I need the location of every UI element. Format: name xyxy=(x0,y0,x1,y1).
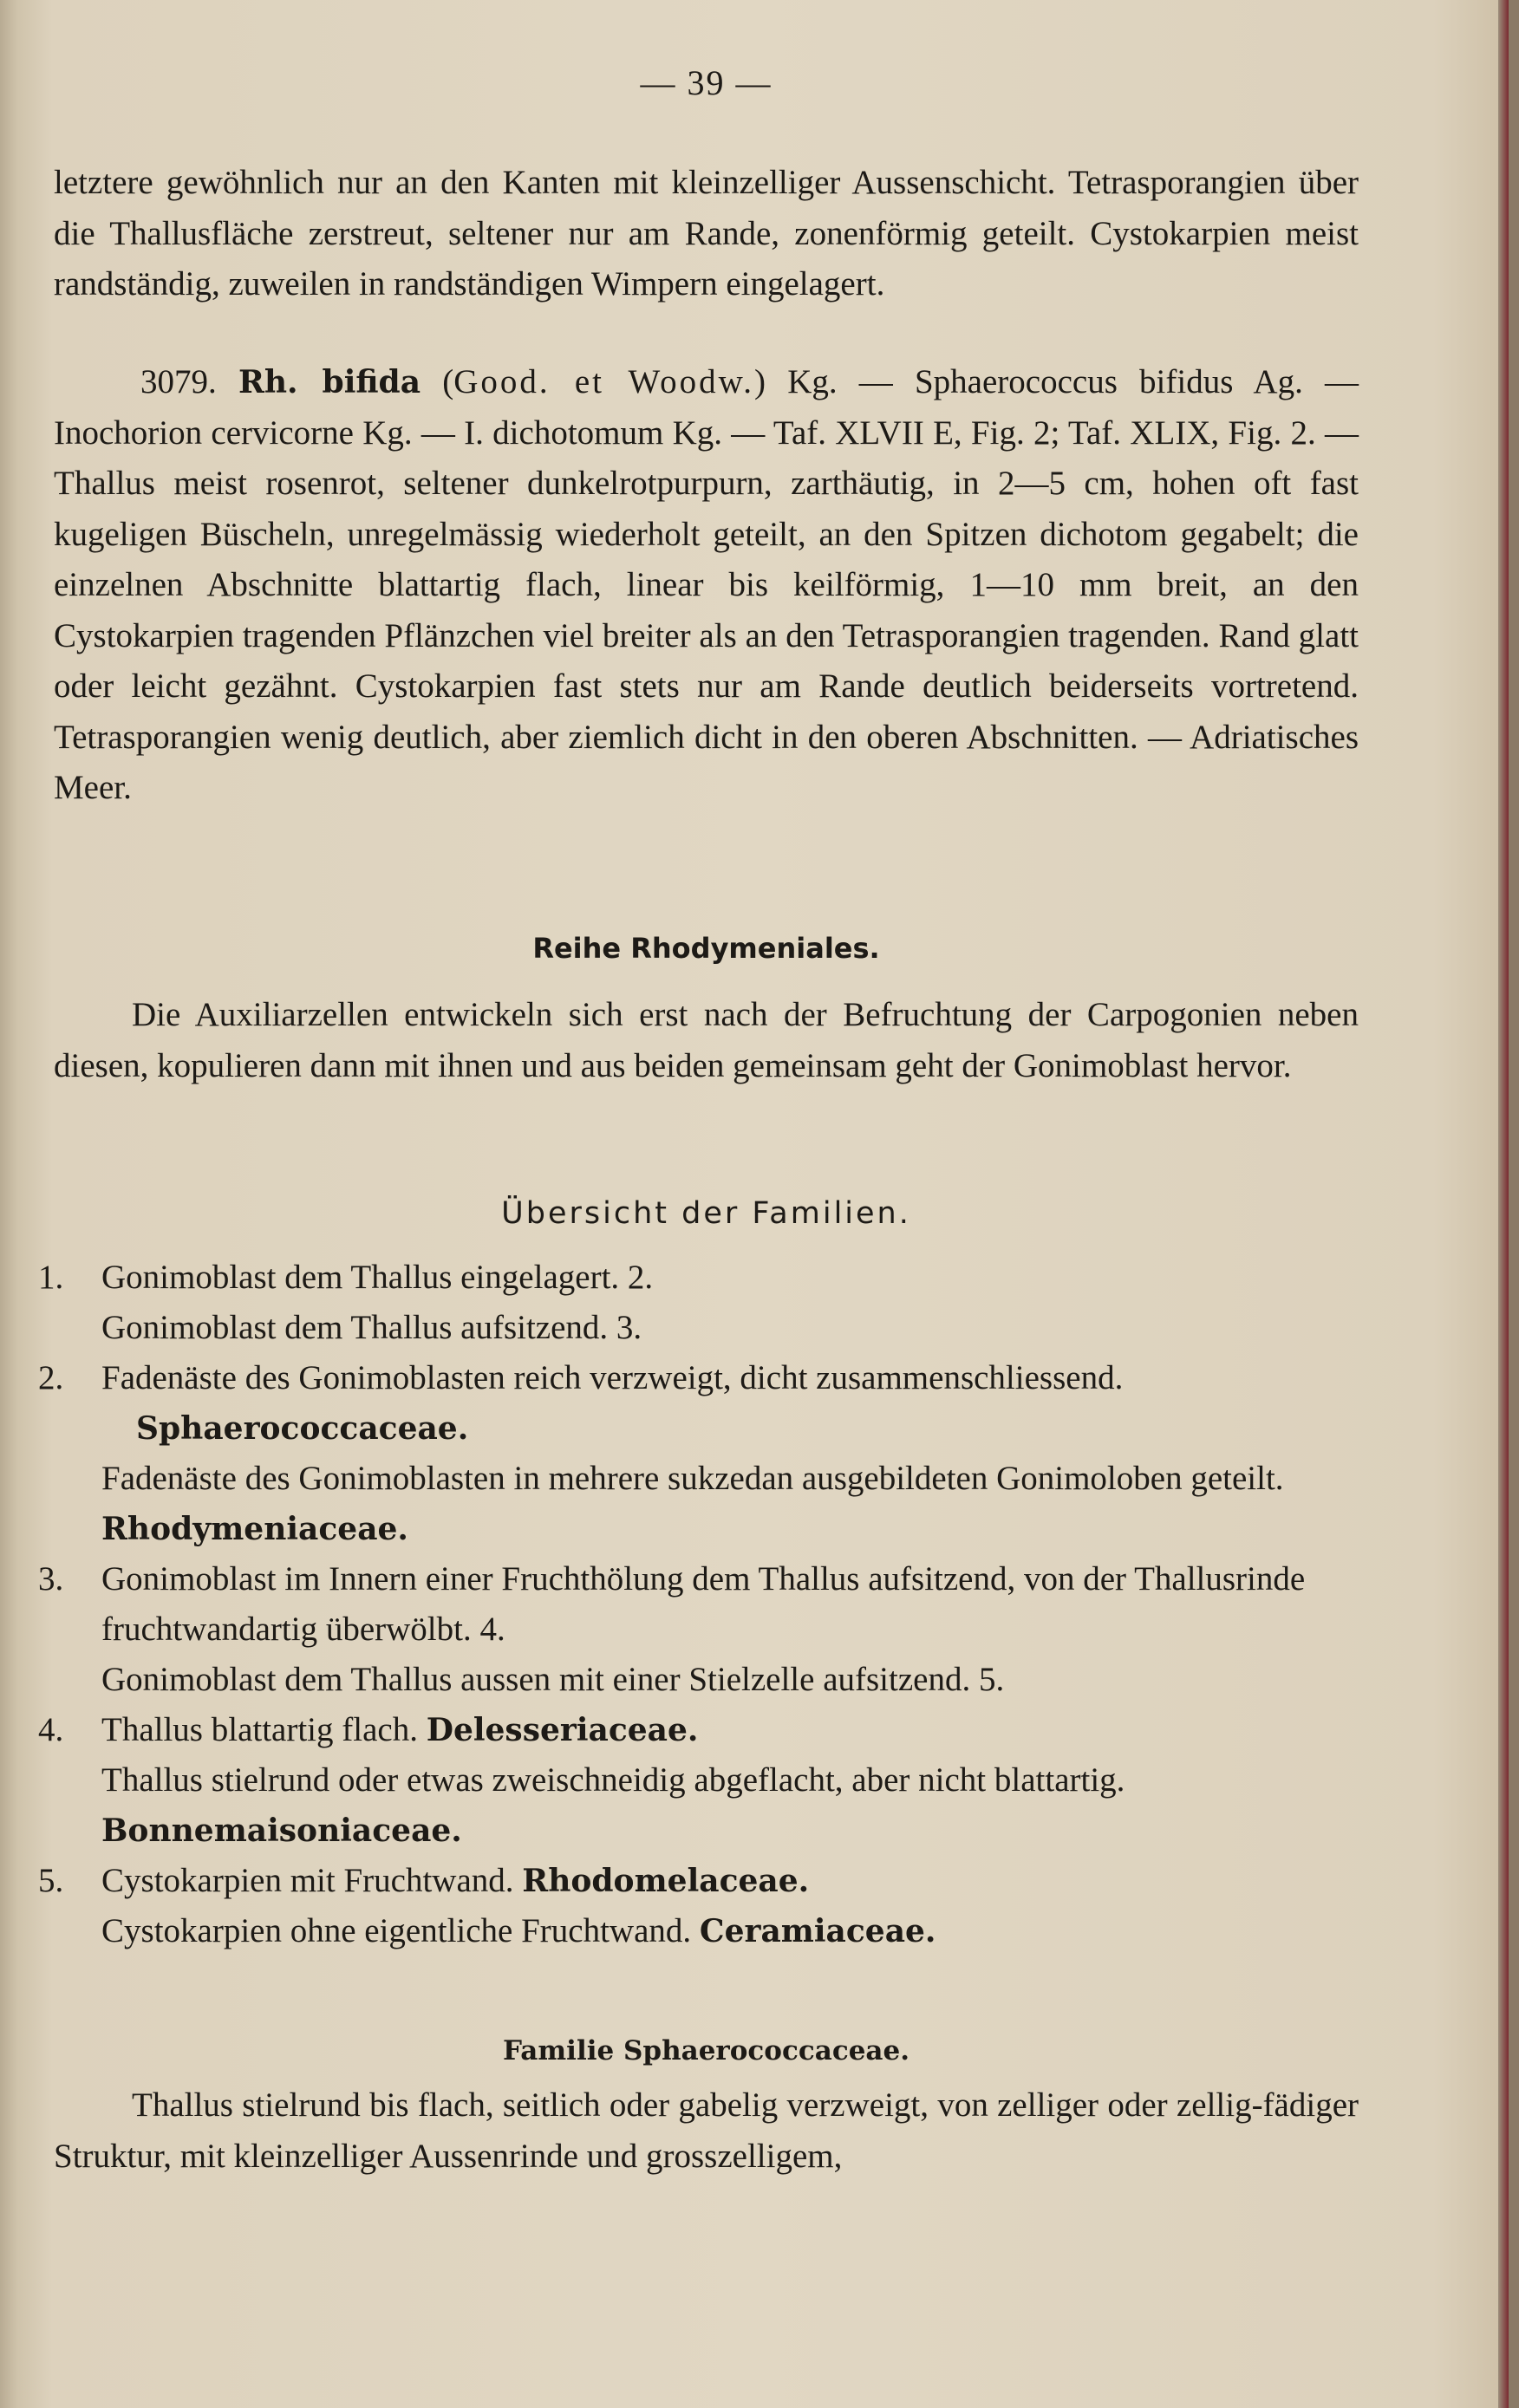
authors-open: ( xyxy=(442,363,454,400)
key-text: Gonimoblast dem Thallus eingelagert. 2. xyxy=(101,1259,654,1296)
paragraph-intro: letztere gewöhnlich nur an den Kanten mit kleinzelliger Aussenschicht. Tetrasporangien über die Thallusfläche zerstreut, seltener nur am Rande, zonenförmig geteilt. Cystokarpien meist randständig, zuweilen in randständigen Wimpern eingelagert. xyxy=(54,164,1359,303)
key-item xyxy=(38,1705,1359,1755)
species-description: ) Kg. — Sphaerococcus bifidus Ag. — Inochorion cervicorne Kg. — I. dichotomum Kg. — Taf. XLVII E, Fig. 2; Taf. XLIX, Fig. 2. — Thallus meist rosenrot, seltener dunkelrotpurpurn, zarthäutig, in 2—5 cm, hohen oft fast kugeligen Büscheln, unregelmässig wiederholt geteilt, an den Spitzen dichotom gegabelt; die einzelnen Abschnitte blattartig flach, linear bis keilförmig, 1—10 mm breit, an den Cystokarpien tragenden Pflänzchen viel breiter als an den Tetrasporangien tragenden. Rand glatt oder leicht gezähnt. Cystokarpien fast stets nur am Rande deutlich beiderseits vortretend. Tetrasporangien wenig deutlich, aber ziemlich dicht in den oberen Abschnitten. — Adriatisches Meer. xyxy=(54,363,1359,806)
key-text: Gonimoblast dem Thallus aussen mit einer Stielzelle aufsitzend. 5. xyxy=(101,1661,1005,1698)
key-text: Thallus blattartig flach. xyxy=(101,1711,418,1748)
page-number: — 39 — xyxy=(640,63,773,102)
key-item xyxy=(54,1454,1359,1554)
key-text: Fadenäste des Gonimoblasten reich verzweigt, dicht zusammenschliessend. xyxy=(101,1359,1124,1396)
key-item xyxy=(38,1353,1359,1454)
key-text: Fadenäste des Gonimoblasten in mehrere sukzedan ausgebildeten Gonimoloben geteilt. xyxy=(101,1460,1284,1497)
family-name: Delesseriaceae. xyxy=(426,1712,699,1748)
subheading-overview: Übersicht der Familien. xyxy=(501,1196,911,1231)
key-item xyxy=(54,1906,1359,1956)
key-number: 2. xyxy=(38,1359,64,1396)
paragraph-reihe: Die Auxiliarzellen entwickeln sich erst nach der Befruchtung der Carpogonien neben diesen, kopulieren dann mit ihnen und aus beiden gemeinsam geht der Gonimoblast hervor. xyxy=(54,996,1359,1084)
species-entry-3079 xyxy=(54,357,1359,814)
species-name: Rh. bifida xyxy=(238,364,421,400)
key-number: 3. xyxy=(38,1560,64,1598)
key-number: 5. xyxy=(38,1862,64,1899)
entry-number: 3079. xyxy=(140,363,217,400)
key-item xyxy=(54,1655,1359,1705)
key-item xyxy=(54,1755,1359,1856)
key-text: Cystokarpien mit Fruchtwand. xyxy=(101,1862,514,1899)
key-number: 4. xyxy=(38,1711,64,1748)
family-name: Rhodymeniaceae. xyxy=(101,1511,408,1547)
family-name: Ceramiaceae. xyxy=(699,1913,936,1949)
species-authors: Good. et Woodw. xyxy=(453,363,755,400)
key-item xyxy=(54,1303,1359,1353)
key-item xyxy=(38,1253,1359,1303)
section-heading-reihe: Reihe Rhodymeniales. xyxy=(532,932,880,965)
section-heading-familie: Familie Sphaerococcaceae. xyxy=(502,2035,910,2066)
family-name: Rhodomelaceae. xyxy=(522,1863,810,1899)
family-key xyxy=(38,1253,1359,1956)
family-name: Bonnemaisoniaceae. xyxy=(101,1813,462,1849)
page-edge xyxy=(1498,0,1509,2408)
key-item xyxy=(38,1554,1359,1655)
family-name: Sphaerococcaceae. xyxy=(136,1410,469,1447)
paragraph-familie: Thallus stielrund bis flach, seitlich oder gabelig verzweigt, von zelliger oder zellig-fädiger Struktur, mit kleinzelliger Aussenrinde und grosszelligem, xyxy=(54,2086,1359,2175)
key-text: Gonimoblast dem Thallus aufsitzend. 3. xyxy=(101,1309,642,1346)
key-text: Thallus stielrund oder etwas zweischneidig abgeflacht, aber nicht blattartig. xyxy=(101,1761,1125,1799)
key-item xyxy=(38,1856,1359,1906)
key-text: Gonimoblast im Innern einer Fruchthölung dem Thallus aufsitzend, von der Thallusrinde fruchtwandartig überwölbt. 4. xyxy=(101,1560,1306,1648)
key-number: 1. xyxy=(38,1259,64,1296)
key-text: Cystokarpien ohne eigentliche Fruchtwand. xyxy=(101,1912,692,1949)
